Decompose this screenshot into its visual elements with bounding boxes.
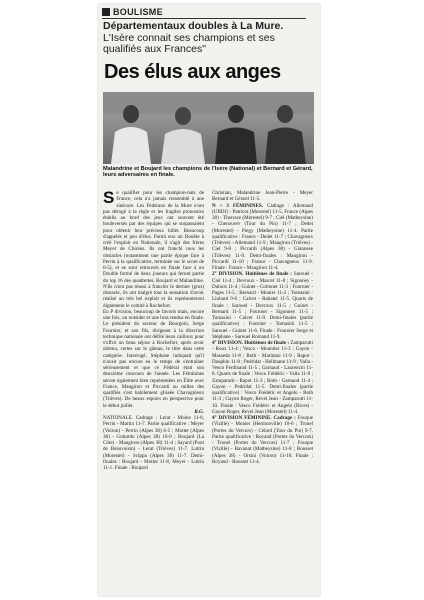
rubric-square-icon <box>102 8 110 16</box>
drop-cap: S <box>103 188 115 207</box>
section-heading: 4° DIVISION FÉMININE. Cadrage : <box>212 415 296 421</box>
results-2nd-division <box>212 271 313 340</box>
section-text: Zamparutti - Roux 11-4 ; Vesco - Mountier 11-3 ; Gayon - Masseda 11-8 ; Roth - Maritano 11-9 ; Rapot - Dauphin 11-8 ; Pedridat - Hellmann 11-9 ; Valla - Vesco Ferdinand 11-5 ; Garnaud - Laurencin 11-8. Quarts de finale : Vesco Frédéric - Valla 11-8 ; Zamparutti - Rapot 11-3 ; Roth - Garnaud 11-4 ; Gayon - Pedridat 11-5. Demi-finales (partie qualificative) : Vesco Frédéric et Angelo - Roth 11-3 ; Gayon Roger, Revel Jean - Zamparutti 11-10. Finale : Vesco Frédéric et Angelo (Rives) - Gayon Roger, Revel Jean (Morestel) 11-4. <box>212 340 313 415</box>
section-text: Sarouel - Ciel 11-4 ; Devroux - Marcel 11-8 ; Sigonney - Dubois 11-4 ; Guinet - Cottonet 11-3 ; Fournier - Pages 11-5 ; Bernard - Monier 11-2 ; Tomasini - Liobard 9-6 ; Calvet - Rabatel 11-5. Quarts de finale : Sarouel - Devroux 11-5 ; Guinet - Bernard 11-5 ; Fournier - Sigonney 11-5 ; Tomasini - Calvet 11-9. Demi-finales (partie qualificative) : Fournier - Tomasini 11-5 ; Sarouel - Guinet 11-6. Finale : Fournier Serge et Stéphane - Sarouel Romand 11-9. <box>212 271 313 340</box>
paragraph-division: En P division, beaucoup de favoris mais, encore une fois, un outsider et une bras tendus en finale. Le président du secteur de Bourgoin, Serge Fournier, et son fils, dirigeant à la direction technique nationale ont défilé leurs cailloux pour s'offrir un beau séjour à Rochefort, après avoir obtenu, certes sur le gâteau, le titre dans cette catégorie. Interrogé, Stéphane indiquait qu'il n'avait pas encore eu le temps de s'entraîner sérieusement et que ce Fédéral était son deuxième concours de l'année. Les Féminines seront également bien représentées en Élite avec France, Maugiron et Piccardi au milles des qualifiés s'est habilement glissée Chavagnieux (Trièves). De beaux espoirs en perspective pour le début juillet. <box>103 308 204 409</box>
paragraph-intro-text: e qualifier pour les champion-nats de France, cela n'a jamais ressemblé à une sinécure. Les Fédéraux de la Mure n'ont pas dérogé à la règle et les fragiles pronostics établis au bord des jeux ont souvent été bouleversés par des équipes qui se surpassaient pour obtenir leur précieux billet. Beaucoup d'appelés et peu d'élus. Parmi eux un Double à créé l'exploit en Nationale, il s'agit des frères Meyer de Chirens. Ils ont franchi tous les obstacles (notamment une partie épique face à Perrin à la qualificative, terminée sur le score de 6-5), et se sont retrouvés en finale face à un Double formé de deux joueurs qui feront partie du top 16 des quadrettes, Boujard et Malandrine. N'ils n'ont pas réussi à franchir le dernier (gros) obstacle, ils ont malgré tout la sensation d'avoir réalisé un très bel exploit et ils représenteront dignement le comité à Rochefort. <box>103 190 204 309</box>
kicker-rest: L'Isère connait ses champions et ses qualifiés aux Frances" <box>103 31 275 55</box>
author-signature: R.G. <box>194 408 204 415</box>
section-text: Fouque (Vizille) - Monier (Hermonville) 10-6 ; Tronel (Portes du Vercors) - Célard (Tour du Pin) 9-7. Partie qualificative : Royand (Portes du Vercors) - Tronel (Portes du Vercors) 11-7 ; Fouque (Vizille) - Bavanat (Matheysine) 11-8 ; Rousset (Alpes 38) - Orsini (Voiron) 11-10. Finale : Royand - Rousset 11-4. <box>212 415 313 465</box>
results-continuation: Christian, Malandrine Jean-Pierre - Meyer Bernard et Gérard 11-5. <box>212 190 313 203</box>
section-heading: 2° DIVISION. Huitièmes de finale : <box>212 271 292 278</box>
results-feminines <box>212 203 313 272</box>
paragraph-intro <box>103 190 204 309</box>
newspaper-clipping <box>98 4 320 596</box>
rubric-label: BOULISME <box>113 7 163 17</box>
headline: Des élus aux anges <box>104 61 281 83</box>
kicker-bold: Départementaux doubles à La Mure. <box>103 20 284 32</box>
article-column-2 <box>212 190 313 465</box>
results-nationale: NATIONALE. Cadrage : Lerat - Moine 11-8, Perrin - Martin 11-7. Partie qualificative : Meyer (Voiron) - Perrin (Alpes 38) 6-5 ; Mottet (Alpes 38) - Gottardo (Alpes 38) 10-9 ; Boujard (La Côte) - Maugiron (Alpes 38) 11-4 ; Sayard (Pont de Beauvoisin) - Lerat (Trièves) 11-7. Lutrin (Morestel) - Scippa (Alpes 38) 11-7. Demi-finales : Boujard - Mottet 11-8, Meyer - Lutrin 11-1. Finale : Boujard <box>103 415 204 471</box>
article-column-1 <box>103 190 204 471</box>
rubric-header <box>102 7 306 19</box>
section-heading: N + 3 FÉMININES. <box>212 202 264 209</box>
kicker <box>103 21 315 56</box>
section-text: Cadrage : Allemand (UBDJ) - Patricot (Morestel) 11-5, France (Alpes 38) - Therrace (Morestel) 9-7 ; Ciel (Matheysine) - Chenouver (Tour du Pin) 11-7 ; Dedet (Morestel) - Piegy (Matheysine) 11-4. Partie qualificative : France - Dedet 11-7 ; Chavagneux (Trièves) - Allemand 11-9 ; Maugiron (Trièves) - Ciel 9-8 ; Piccardi (Alpes 38) - Giannese (Trièves) 11-9. Demi-finales : Maugiron - Piccardi 11-10 ; France - Chavagneux 11-9. Finale : France - Maugiron 11-4. <box>212 202 313 271</box>
results-4th-division <box>212 340 313 415</box>
section-heading: 4° DIVISION. Huitièmes de finale : <box>212 340 290 346</box>
photo-players <box>103 92 314 164</box>
results-4th-feminine <box>212 415 313 465</box>
photo-caption: Malandrine et Boujard les champions de l'Isère (National) et Bernard et Gérard, leurs adversaires en finale. <box>103 166 313 179</box>
photo-image <box>103 92 314 164</box>
